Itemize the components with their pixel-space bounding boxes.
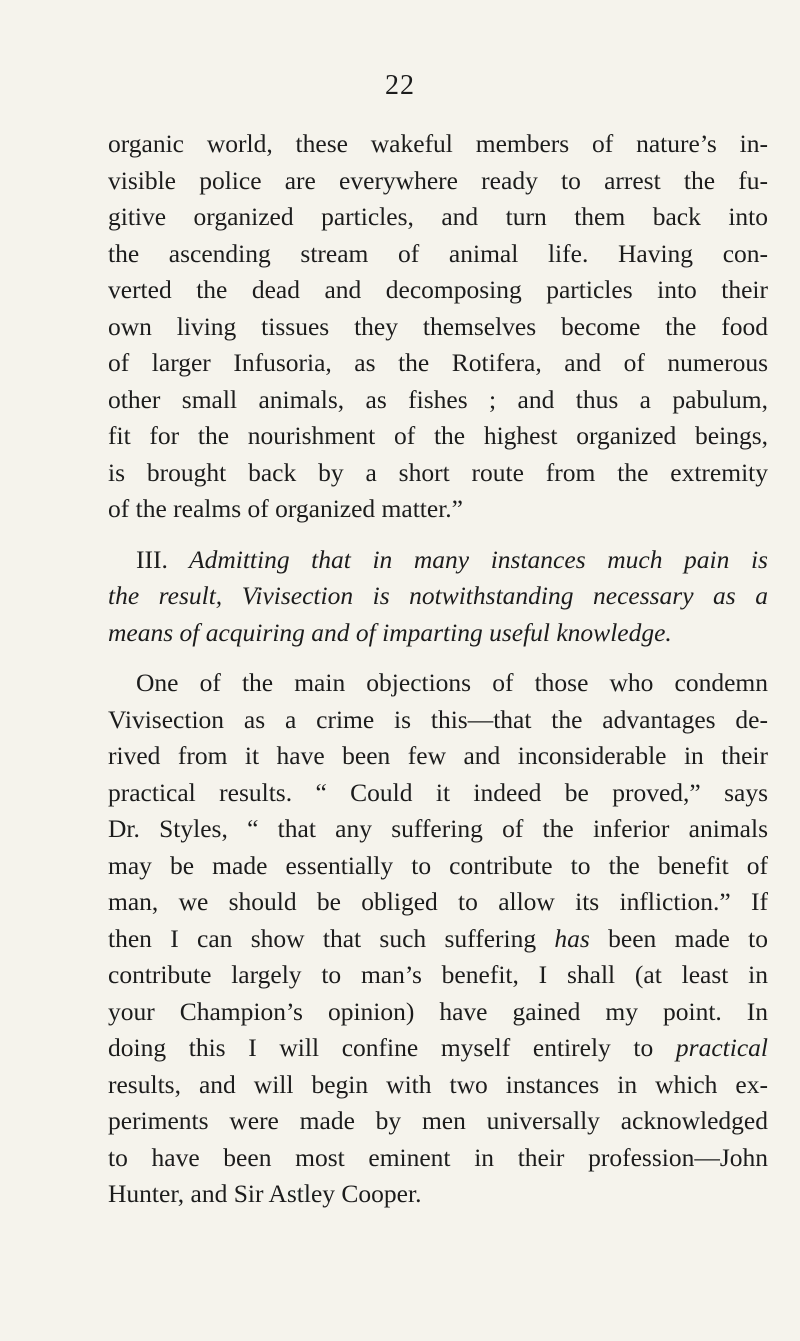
text-line: may be made essentially to contribute to the benefit of xyxy=(108,850,768,880)
text-line: Dr. Styles, “ that any suffering of the inferior animals xyxy=(108,814,768,843)
text-line: periments were made by men universally acknowledged xyxy=(108,1106,768,1135)
text-line: organic world, these wakeful members of nature’s in- xyxy=(108,129,768,158)
page-body xyxy=(108,126,768,1213)
text-line: verted the dead and decomposing particles into their xyxy=(108,275,768,304)
heading-line: the result, Vivisection is notwithstanding necessary as a xyxy=(108,581,768,610)
emphasis-text: has xyxy=(554,923,590,953)
paragraph-gap xyxy=(108,651,768,665)
section-numeral: III. xyxy=(136,544,168,574)
paragraph-gap xyxy=(108,528,768,542)
page-number: 22 xyxy=(385,70,415,101)
heading-text: Admitting that in many instances much pain is xyxy=(189,544,768,574)
text-line: rived from it have been few and inconsiderable in their xyxy=(108,741,768,770)
text-line: contribute largely to man’s benefit, I shall (at least in xyxy=(108,960,768,989)
text-line xyxy=(108,1030,768,1067)
text-line: Hunter, and Sir Astley Cooper. xyxy=(108,1179,422,1208)
text-line: other small animals, as fishes ; and thus a pabulum, xyxy=(108,384,768,414)
section-heading xyxy=(108,542,768,652)
text-line: the ascending stream of animal life. Having con- xyxy=(108,238,768,268)
text-run: been made to xyxy=(589,923,768,953)
text-line: results, and will begin with two instances in which ex- xyxy=(108,1069,768,1099)
heading-line xyxy=(108,542,768,579)
text-line: is brought back by a short route from the extremity xyxy=(108,457,768,487)
text-run: then I can show that such suffering xyxy=(108,923,555,953)
text-line: practical results. “ Could it indeed be proved,” says xyxy=(108,777,768,807)
text-line: Vivisection as a crime is this—that the advantages de- xyxy=(108,704,768,734)
text-line: gitive organized particles, and turn them back into xyxy=(108,202,768,231)
emphasis-text: practical xyxy=(675,1033,768,1062)
text-line: man, we should be obliged to allow its infliction.” If xyxy=(108,887,768,916)
text-line: own living tissues they themselves become the food xyxy=(108,311,768,341)
text-line: of the realms of organized matter.” xyxy=(108,494,463,523)
text-line: fit for the nourishment of the highest organized beings, xyxy=(108,421,768,450)
text-run: doing this I will confine myself entirely to xyxy=(108,1033,676,1062)
heading-line: means of acquiring and of imparting useful knowledge. xyxy=(108,617,672,647)
paragraph-continuation xyxy=(108,126,768,528)
text-line xyxy=(108,921,768,958)
text-line: to have been most eminent in their profession—John xyxy=(108,1142,768,1172)
text-line: your Champion’s opinion) have gained my point. In xyxy=(108,996,768,1026)
text-line: visible police are everywhere ready to arrest the fu- xyxy=(108,165,768,195)
paragraph xyxy=(108,665,768,1213)
text-line: One of the main objections of those who condemn xyxy=(136,668,768,697)
text-line: of larger Infusoria, as the Rotifera, and of numerous xyxy=(108,348,768,377)
